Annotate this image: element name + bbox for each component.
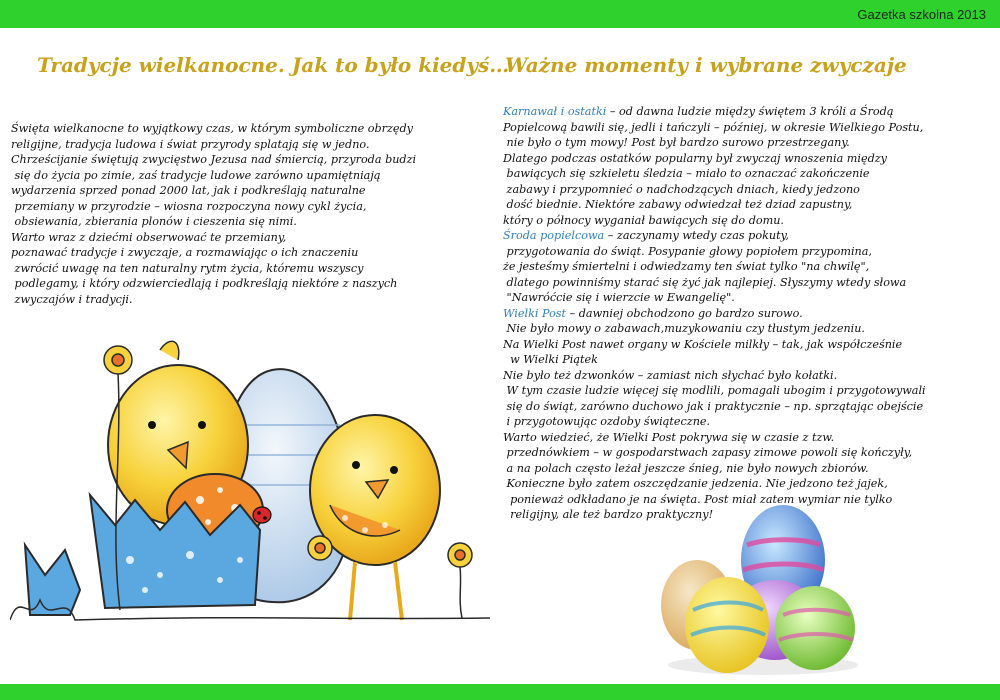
text-line: obsiewania, zbierania plonów i cieszenia się nimi. — [11, 215, 297, 228]
text-line — [503, 228, 993, 244]
text-line — [503, 430, 993, 446]
text-line — [503, 399, 993, 415]
text-line: zwyczajów i tradycji. — [11, 292, 133, 306]
line-text: zabawy i przypomnieć o nadchodzących dniach, kiedy jedzono — [503, 182, 860, 196]
line-text: Na Wielki Post nawet organy w Kościele milkły – tak, jak współcześnie — [503, 337, 903, 351]
customs-paragraph — [503, 104, 993, 523]
text-line — [503, 306, 993, 322]
text-line — [503, 197, 993, 213]
text-line — [503, 476, 993, 492]
section-term: Karnawał i ostatki — [503, 105, 607, 118]
intro-paragraph — [11, 121, 476, 307]
line-text: i przygotowując ozdoby świąteczne. — [503, 415, 711, 428]
line-text: który o północy wyganiał bawiących się do domu. — [503, 213, 784, 227]
text-line — [503, 104, 993, 120]
text-line: się do życia po zimie, zaś tradycje ludowe zarówno upamiętniają — [11, 168, 381, 182]
line-text: Nie było też dzwonków – zamiast nich słychać było kołatki. — [503, 368, 838, 382]
line-text: religijny, ale też bardzo praktyczny! — [503, 508, 714, 521]
text-line — [503, 275, 993, 291]
newsletter-label: Gazetka szkolna 2013 — [857, 7, 986, 22]
text-line — [503, 352, 993, 368]
easter-chicks-illustration — [10, 330, 490, 630]
line-text: "Nawróćcie się i wierzcie w Ewangelię". — [503, 291, 735, 304]
text-line — [503, 244, 993, 260]
text-line — [503, 182, 993, 198]
text-line — [503, 368, 993, 384]
line-text: – dawniej obchodzono go bardzo surowo. — [566, 306, 803, 320]
line-text: ponieważ odkładano je na święta. Post miał zatem wymiar nie tylko — [503, 492, 893, 506]
line-text: dlatego powinniśmy starać się żyć jak najlepiej. Słyszymy wtedy słowa — [503, 275, 907, 289]
text-line: Święta wielkanocne to wyjątkowy czas, w którym symboliczne obrzędy — [11, 122, 414, 135]
text-line — [503, 166, 993, 182]
text-line: podlegamy, i który odzwierciedlają i podkreślają niektóre z naszych — [11, 277, 398, 290]
easter-eggs-photo — [655, 500, 870, 680]
line-text: a na polach często leżał jeszcze śnieg, nie było nowych zbiorów. — [503, 461, 869, 475]
left-heading: Tradycje wielkanocne. Jak to było kiedyś… — [37, 53, 510, 77]
text-line: przemiany w przyrodzie – wiosna rozpoczyna nowy cykl życia, — [11, 199, 367, 213]
line-text: nie było o tym mowy! Post był bardzo surowo przestrzegany. — [503, 136, 850, 149]
line-text: że jesteśmy śmiertelni i odwiedzamy ten świat tylko "na chwilę", — [503, 260, 870, 273]
text-line: zwrócić uwagę na ten naturalny rytm życia, któremu wszyscy — [11, 261, 364, 275]
line-text: Nie było mowy o zabawach,muzykowaniu czy tłustym jedzeniu. — [503, 322, 865, 335]
text-line — [503, 151, 993, 167]
text-line: Chrześcijanie świętują zwycięstwo Jezusa nad śmiercią, przyroda budzi — [11, 153, 417, 166]
line-text: w Wielki Piątek — [503, 353, 598, 366]
text-line: wydarzenia sprzed ponad 2000 lat, jak i podkreślają naturalne — [11, 184, 366, 197]
text-line — [503, 337, 993, 353]
line-text: Konieczne było zatem oszczędzanie jedzenia. Nie jedzono też jajek, — [503, 477, 888, 490]
text-line — [503, 120, 993, 136]
text-line: religijne, tradycja ludowa i świat przyrody splatają się w jedno. — [11, 137, 370, 151]
text-line — [503, 290, 993, 306]
text-line — [503, 445, 993, 461]
line-text: W tym czasie ludzie więcej się modlili, pomagali ubogim i przygotowywali — [503, 384, 926, 397]
line-text: – zaczynamy wtedy czas pokuty, — [604, 229, 789, 242]
top-banner — [0, 0, 1000, 28]
section-term: Wielki Post — [503, 306, 567, 320]
text-line — [503, 135, 993, 151]
text-line — [503, 321, 993, 337]
text-line — [503, 383, 993, 399]
line-text: bawiących się szkieletu śledzia – miało to oznaczać zakończenie — [503, 167, 870, 180]
line-text: Popielcową bawili się, jedli i tańczyli – później, w okresie Wielkiego Postu, — [503, 120, 924, 134]
line-text: się do świąt, zarówno duchowo jak i praktycznie – np. sprzątając obejście — [503, 399, 924, 413]
line-text: przygotowania do świąt. Posypanie głowy popiołem przypomina, — [503, 244, 872, 258]
section-term: Środa popielcowa — [503, 229, 605, 242]
text-line: poznawać tradycje i zwyczaje, a rozmawiając o ich znaczeniu — [11, 246, 359, 259]
bottom-banner — [0, 684, 1000, 700]
line-text: Dlatego podczas ostatków popularny był zwyczaj wnoszenia między — [503, 151, 887, 165]
text-line — [503, 259, 993, 275]
text-line — [503, 213, 993, 229]
text-line: Warto wraz z dziećmi obserwować te przemiany, — [11, 230, 287, 244]
line-text: Warto wiedzieć, że Wielki Post pokrywa się w czasie z tzw. — [503, 430, 835, 444]
text-line — [503, 461, 993, 477]
right-heading: Ważne momenty i wybrane zwyczaje — [505, 53, 907, 77]
line-text: przednówkiem – w gospodarstwach zapasy zimowe powoli się kończyły, — [503, 446, 913, 459]
line-text: – od dawna ludzie między świętem 3 króli a Środą — [606, 105, 894, 118]
text-line — [503, 414, 993, 430]
line-text: dość biednie. Niektóre zabawy odwiedzał też dziad zapustny, — [503, 198, 853, 211]
